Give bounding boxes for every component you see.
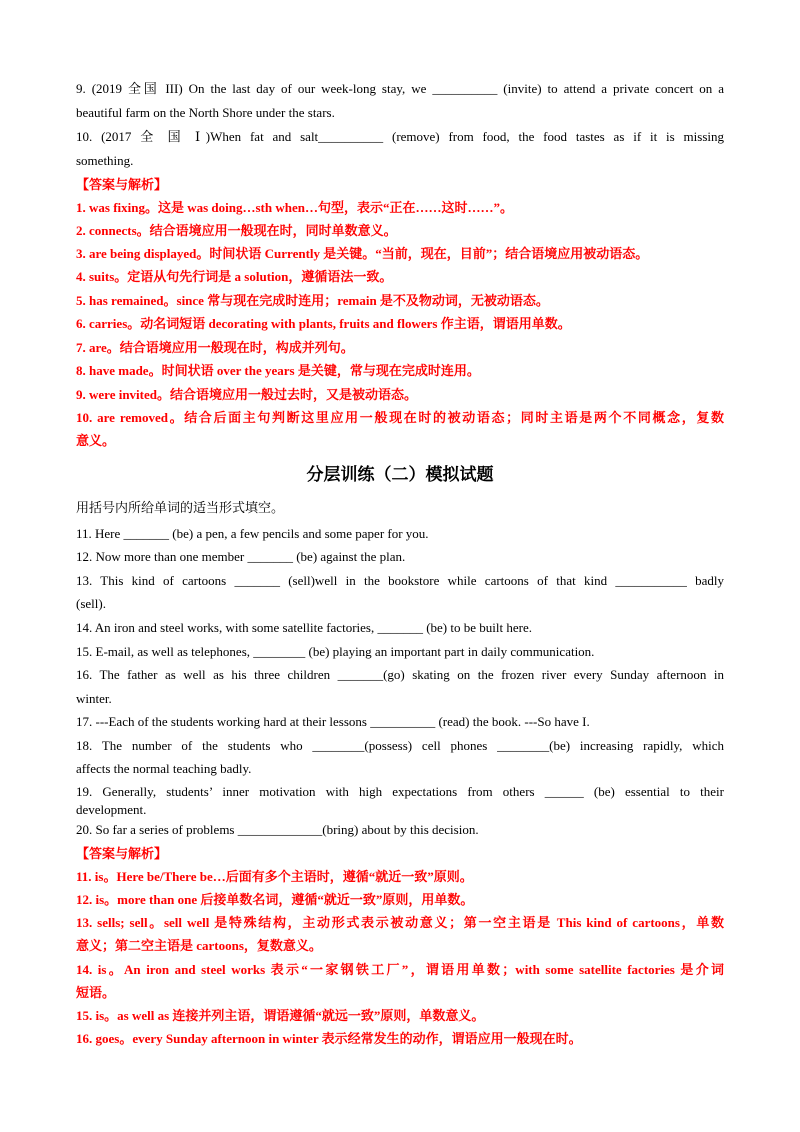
question-13-line-1: 13. This kind of cartoons _______ (sell)well in the bookstore while cartoons of that kind ___________ badly: [76, 573, 724, 588]
question-12: 12. Now more than one member _______ (be) against the plan.: [76, 549, 406, 564]
question-9-line-1: 9. (2019 全国 III) On the last day of our week-long stay, we __________ (invite) to attend a private concert on a: [76, 81, 724, 96]
answer-6: 6. carries。动名词短语 decorating with plants, fruits and flowers 作主语，谓语用单数。: [76, 316, 571, 331]
answer-heading-1: 【答案与解析】: [76, 177, 168, 192]
question-16-line-2: winter.: [76, 691, 112, 706]
question-17: 17. ---Each of the students working hard at their lessons __________ (read) the book. ---So have I.: [76, 714, 590, 729]
answer-10-line-1: 10. are removed。结合后面主句判断这里应用一般现在时的被动语态；同时主语是两个不同概念，复数: [76, 410, 724, 425]
question-10-line-1: 10. (2017 全 国 Ⅰ)When fat and salt__________ (remove) from food, the food tastes as if it is missing: [76, 129, 724, 144]
answer-10-line-2: 意义。: [76, 433, 116, 448]
question-15: 15. E-mail, as well as telephones, ________ (be) playing an important part in daily communication.: [76, 644, 595, 659]
question-9-line-2: beautiful farm on the North Shore under the stars.: [76, 105, 335, 120]
answer-1: 1. was fixing。这是 was doing…sth when…句型，表示“正在……这时……”。: [76, 200, 513, 215]
answer-4: 4. suits。定语从句先行词是 a solution，遵循语法一致。: [76, 269, 393, 284]
question-14: 14. An iron and steel works, with some satellite factories, _______ (be) to be built here.: [76, 620, 532, 635]
question-13-line-2: (sell).: [76, 596, 106, 611]
question-18-line-2: affects the normal teaching badly.: [76, 761, 252, 776]
section-title: 分层训练（二）模拟试题: [306, 465, 494, 485]
question-19-line-2: development.: [76, 802, 147, 817]
answer-11: 11. is。Here be/There be…后面有多个主语时，遵循“就近一致”原则。: [76, 869, 473, 884]
question-16-line-1: 16. The father as well as his three children _______(go) skating on the frozen river every Sunday afternoon in: [76, 667, 724, 682]
answer-heading-2: 【答案与解析】: [76, 846, 168, 861]
answer-12: 12. is。more than one 后接单数名词，遵循“就近一致”原则，用单数。: [76, 892, 474, 907]
answer-2: 2. connects。结合语境应用一般现在时，同时单数意义。: [76, 223, 397, 238]
answer-8: 8. have made。时间状语 over the years 是关键，常与现在完成时连用。: [76, 363, 480, 378]
answer-7: 7. are。结合语境应用一般现在时，构成并列句。: [76, 340, 354, 355]
answer-9: 9. were invited。结合语境应用一般过去时，又是被动语态。: [76, 387, 417, 402]
question-19-line-1: 19. Generally, students’ inner motivation with high expectations from others ______ (be) essential to their: [76, 784, 724, 799]
answer-13-line-2: 意义；第二空主语是 cartoons，复数意义。: [76, 938, 322, 953]
question-10-line-2: something.: [76, 153, 134, 168]
answer-14-line-2: 短语。: [76, 985, 116, 1000]
answer-15: 15. is。as well as 连接并列主语，谓语遵循“就远一致”原则，单数意义。: [76, 1008, 485, 1023]
question-20: 20. So far a series of problems _____________(bring) about by this decision.: [76, 822, 479, 837]
answer-14-line-1: 14. is。An iron and steel works 表示“一家钢铁工厂”，谓语用单数；with some satellite factories 是介词: [76, 962, 724, 977]
question-18-line-1: 18. The number of the students who ________(possess) cell phones ________(be) increasing rapidly, which: [76, 738, 724, 753]
answer-3: 3. are being displayed。时间状语 Currently 是关键。“当前，现在，目前”；结合语境应用被动语态。: [76, 246, 649, 261]
answer-16: 16. goes。every Sunday afternoon in winter 表示经常发生的动作，谓语应用一般现在时。: [76, 1031, 582, 1046]
answer-5: 5. has remained。since 常与现在完成时连用；remain 是不及物动词，无被动语态。: [76, 293, 549, 308]
answer-13-line-1: 13. sells; sell。sell well 是特殊结构，主动形式表示被动意义；第一空主语是 This kind of cartoons，单数: [76, 915, 724, 930]
question-11: 11. Here _______ (be) a pen, a few pencils and some paper for you.: [76, 526, 429, 541]
instruction: 用括号内所给单词的适当形式填空。: [76, 500, 285, 515]
